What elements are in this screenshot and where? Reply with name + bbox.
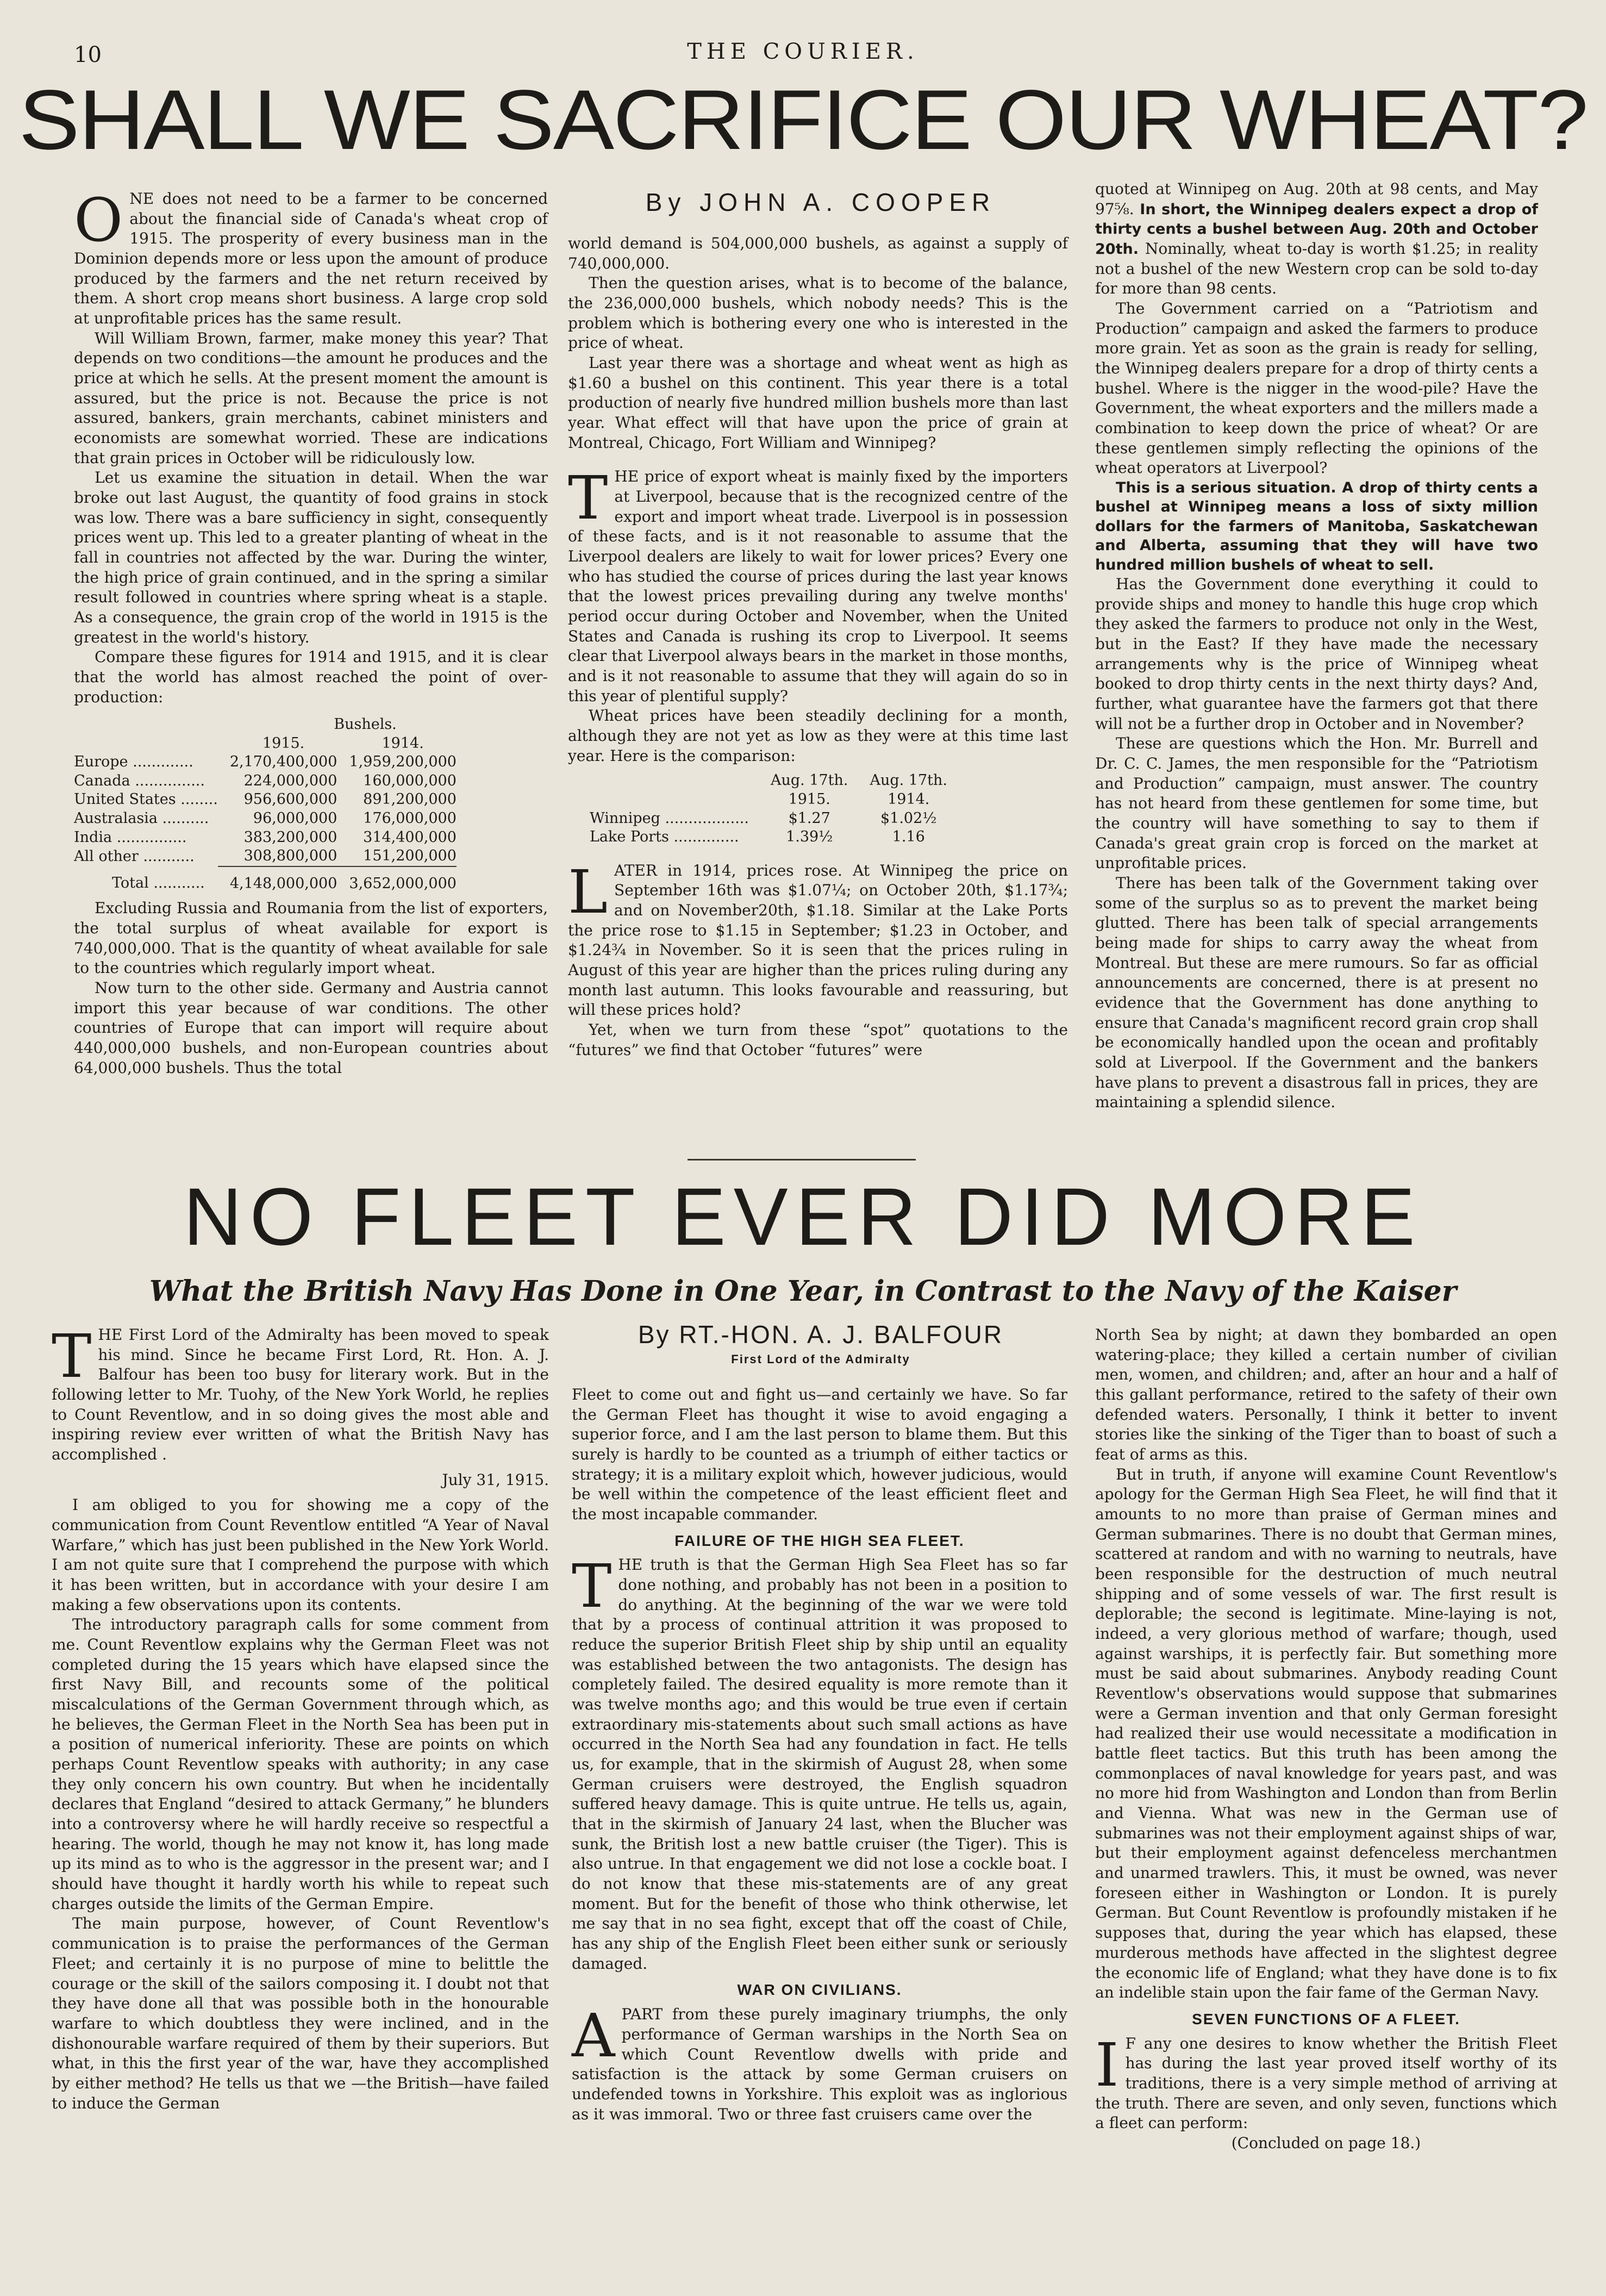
- table-row: [74, 790, 457, 809]
- table-row: [74, 753, 457, 772]
- article1-col3-para-1: quoted at Winnipeg on Aug. 20th at 98 cents, and May 97⅝. In short, the Winnipeg dealers expect a drop of thirty cents a bushel between Aug. 20th and October 20th. Nominally, wheat to-day is worth $1.25; in reality not a bushel of the new Western crop can be sold to-day for more than 98 cents.: [1095, 180, 1538, 298]
- article1-col3-para-4: Has the Government done everything it could to provide ships and money to handle this huge crop which they asked the farmers to produce not only in the West, but in the East? If they have made the necessary arrangements why is the price of Winnipeg wheat booked to drop thirty cents in the next thirty days? And, further, what guarantee have the farmers got that there will not be a further drop in October and in November?: [1095, 575, 1538, 733]
- byline-balfour: By RT.-HON. A. J. BALFOUR: [638, 1320, 1004, 1349]
- value-1914: 1,959,200,000: [349, 753, 457, 771]
- price-1914: 1.16: [892, 828, 925, 846]
- price-1914: $1.02½: [880, 809, 937, 827]
- article2-column-2: [572, 1385, 1067, 2124]
- price-header-1914: Aug. 17th. 1914.: [870, 772, 947, 808]
- price-header-1915: Aug. 17th. 1915.: [770, 772, 848, 808]
- article2-column-1: [52, 1321, 549, 2113]
- country-cell: All other: [74, 847, 139, 865]
- dropcap: A: [572, 2001, 615, 2071]
- country-cell: Canada: [74, 772, 130, 789]
- table-row: [74, 828, 457, 847]
- article2-col1-para-1: THE First Lord of the Admiralty has been moved to speak his mind. Since he became First Lord, Rt. Hon. A. J. Balfour has been too busy for literary work. But in the following letter to Mr. Tuohy, of the New York World, he replies to Count Reventlow, and in so doing gives the most able and inspiring review ever written of what the British Navy has accomplished .: [52, 1321, 549, 1464]
- article1-col2-para-1: world demand is 504,000,000 bushels, as against a supply of 740,000,000.: [568, 234, 1068, 272]
- article1-col3-para-2: The Government carried on a “Patriotism and Production” campaign and asked the farmers to produce more grain. Yet as soon as the grain is ready for selling, the Winnipeg dealers prepare for a drop of thirty cents a bushel. Where is the nigger in the wood-pile? Have the Government, the wheat exporters and the millers made a combination to keep down the price of wheat? Or are these gentlemen simply reflecting the opinions of the wheat operators at Liverpool?: [1095, 300, 1538, 477]
- leader-dots: ..............: [668, 828, 739, 846]
- dropcap: T: [572, 1551, 612, 1621]
- article1-col2-para-7: Yet, when we turn from these “spot” quotations to the “futures” we find that October “futures” were: [568, 1021, 1068, 1059]
- article1-col2-para-6: LATER in 1914, prices rose. At Winnipeg the price on September 16th was $1.07¼; on October 20th, $1.17¾; and on November20th, $1.18. Similar at the Lake Ports the price rose to $1.15 in September; $1.23 in October, and $1.24¾ in November. So it is seen that the prices ruling in August of this year are higher than the prices ruling during any month last autumn. This looks favourable and reassuring, but will these prices hold?: [568, 857, 1068, 1019]
- article1-col1-para-1: ONE does not need to be a farmer to be concerned about the financial side of Canada's wheat crop of 1915. The prosperity of every business man in the Dominion depends more or less upon the amount of produce produced by the farmers and the net return received by them. A short crop means short business. A large crop sold at unprofitable prices has the same result.: [74, 185, 548, 328]
- value-1915: 383,200,000: [243, 828, 338, 846]
- letter-date: July 31, 1915.: [442, 1470, 549, 1489]
- article2-col2-para-2: THE truth is that the German High Sea Fleet has so far done nothing, and probably has not been in a position to do anything. At the beginning of the war we were told that by a process of continual attrition it was proposed to reduce the superior British Fleet ship by ship until an equality was established between the two antagonists. The design has completely failed. The desired equality is more remote than it was twelve months ago; and this would be true even if certain extraordinary mis-statements about such small actions as have occurred in the North Sea had any foundation in fact. He tells us, for example, that in the skirmish of August 28, when some German cruisers were destroyed, the English squadron suffered heavy damage. This is quite untrue. He tells us, again, that in the skirmish of January 24 last, when the Blucher was sunk, the British lost a new battle cruiser (the Tiger). This is also untrue. In that engagement we did not lose a cockle boat. I do not know that these mis-statements are of any great moment. But for the benefit of those who think otherwise, let me say that in no sea fight, except that off the coast of Chile, has any ship of the English Fleet been either sunk or seriously damaged.: [572, 1551, 1067, 1973]
- leader-dots: .............: [128, 753, 193, 771]
- byline-cooper: By JOHN A. COOPER: [645, 188, 996, 216]
- subhead-seven-functions: SEVEN FUNCTIONS OF A FLEET.: [1192, 2010, 1460, 2027]
- article1-col1-para-2: Will William Brown, farmer, make money this year? That depends on two conditions—the amount he produces and the price at which he sells. At the present moment the amount is assured, but the price is not. Because the price is not assured, bankers, grain merchants, cabinet ministers and economists are somewhat worried. These are indications that grain prices in October will be ridiculously low.: [74, 329, 548, 467]
- article2-col3-para-3: I F any one desires to know whether the British Fleet has during the last year proved itself worthy of its traditions, there is a very simple method of arriving at the truth. There are seven, and only seven, functions which a fleet can perform:: [1095, 2030, 1557, 2132]
- table-total-row: [74, 866, 457, 894]
- article1-column-2: [568, 234, 1068, 1060]
- value-1914: 151,200,000: [363, 847, 457, 865]
- continuation-note: (Concluded on page 18.): [1231, 2133, 1421, 2152]
- article1-col2-para-3: Last year there was a shortage and wheat went as high as $1.60 a bushel on this continent. This year there is a total production of nearly five hundred million bushels more than last year. What effect will that have upon the price of grain at Montreal, Chicago, Fort William and Winnipeg?: [568, 354, 1068, 452]
- page-number: 10: [74, 42, 102, 67]
- leader-dots: ..........: [157, 810, 209, 827]
- subhead-failure: FAILURE OF THE HIGH SEA FLEET.: [674, 1532, 965, 1549]
- country-cell: Australasia: [74, 810, 158, 827]
- dropcap: O: [74, 185, 123, 255]
- leader-dots: ..................: [660, 809, 749, 827]
- article1-col3-para-5: These are questions which the Hon. Mr. Burrell and Dr. C. C. James, the men responsible for the “Patriotism and Production” campaign, must answer. The country has not heard from these gentlemen for some time, but the country will have something to say to them if Canada's great grain crop is forced on the market at unprofitable prices.: [1095, 734, 1538, 872]
- price-comparison-table: [590, 771, 947, 846]
- table-header-row: [590, 771, 947, 809]
- article2-col1-para-4: The main purpose, however, of Count Reventlow's communication is to praise the performances of the German Fleet; and certainly it is no purpose of mine to belittle the courage or the skill of the sailors composing it. I doubt not that they have done all that was possible both in the honourable warfare to which doubtless they were inclined, and in the dishonourable warfare required of them by their superiors. But what, in this the first year of the war, have they accomplished by either method? He tells us that we —the British—have failed to induce the German: [52, 1914, 549, 2112]
- article1-col2-para-2: Then the question arises, what is to become of the balance, the 236,000,000 bushels, which nobody needs? This is the problem which is bothering every one who is interested in the price of wheat.: [568, 274, 1068, 352]
- article1-col3-para-3: This is a serious situation. A drop of thirty cents a bushel at Winnipeg means a loss of sixty million dollars for the farmers of Manitoba, Saskatchewan and Alberta, assuming that they will have two hundred million bushels of wheat to sell.: [1095, 479, 1538, 573]
- article1-col2-para-4: THE price of export wheat is mainly fixed by the importers at Liverpool, because that is the recognized centre of the export and import wheat trade. Liverpool is in possession of these facts, and is it not reasonable to assume that the Liverpool dealers are likely to wait for lower prices? Every one who has studied the course of prices during the last year knows that the lowest prices prevailing during any twelve months' period occur during October and November, when the United States and Canada is rushing its crop to Liverpool. It seems clear that Liverpool always bears in the market in those months, and is it not reasonable to assume that they will again do so in this year of plentiful supply?: [568, 463, 1068, 705]
- article1-column-1: [74, 185, 548, 1078]
- value-1915: 96,000,000: [253, 810, 338, 827]
- leader-dots: ...............: [112, 828, 187, 846]
- price-1915: 1.39½: [786, 828, 833, 846]
- table-row: [74, 772, 457, 791]
- value-1915: 308,800,000: [243, 847, 338, 865]
- article1-col1-para-5: Excluding Russia and Roumania from the list of exporters, the total surplus of wheat available for export is 740,000,000. That is the quantity of wheat available for sale to the countries which regularly import wheat.: [74, 899, 548, 977]
- running-head: THE COURIER.: [687, 39, 919, 64]
- article2-col3-para-1: North Sea by night; at dawn they bombarded an open watering-place; they killed a certain number of civilian men, women, and children; and, after an hour and a half of this gallant performance, retired to the safety of their own defended waters. Personally, I think it better to invent stories like the sinking of the Tiger than to boast of such a feat of arms as this.: [1095, 1326, 1557, 1464]
- value-1915: 224,000,000: [243, 772, 338, 789]
- total-1914: 3,652,000,000: [337, 866, 457, 894]
- dropcap: L: [568, 857, 608, 927]
- table-row: [590, 828, 947, 847]
- article2-col3-para-2: But in truth, if anyone will examine Count Reventlow's apology for the German High Sea Fleet, he will find that it amounts to no more than praise of German mines and German submarines. There is no doubt that German mines, scattered at random and with no warning to neutrals, have been responsible for the destruction of much neutral shipping and of some vessels of war. The first result is deplorable; the second is legitimate. Mine-laying is not, indeed, a very glorious method of warfare; though, used against warships, it is perfectly fair. But something more must be said about submarines. Anybody reading Count Reventlow's observations would suppose that submarines were a German invention and that only German foresight had realized their use would necessitate a modification in battle fleet tactics. But this truth has been among the commonplaces of naval knowledge for years past, and was no more hid from Washington and London than from Berlin and Vienna. What was new in the German use of submarines was not their employment against ships of war, but their employment against defenceless merchantmen and unarmed trawlers. This, it must be owned, was never foreseen either in Washington or London. It is purely German. But Count Reventlow is profoundly mistaken if he supposes that, during the year which has elapsed, these murderous methods have affected in the slightest degree the economic life of England; what they have done is to fix an indelible stain upon the fair fame of the German Navy.: [1095, 1465, 1557, 2002]
- section-divider: [688, 1159, 916, 1161]
- article2-col2-para-3: APART from these purely imaginary triumphs, the only performance of German warships in the North Sea on which Count Reventlow dwells with pride and satisfaction is the attack by some German cruisers on undefended towns in Yorkshire. This exploit was as inglorious as it was immoral. Two or three fast cruisers came over the: [572, 2001, 1067, 2123]
- wheat-figures-table: [74, 734, 457, 893]
- dropcap: I: [1095, 2030, 1119, 2100]
- article2-column-3: [1095, 1325, 1557, 2154]
- subhead-civilians: WAR ON CIVILIANS.: [737, 1981, 902, 1999]
- country-cell: India: [74, 828, 113, 846]
- article1-col1-para-4: Compare these figures for 1914 and 1915, and it is clear that the world has almost reached the point of over-production:: [74, 648, 548, 706]
- article1-col2-para-5: Wheat prices have been steadily declining for a month, although they are not yet as low as they were at this time last year. Here is the comparison:: [568, 707, 1068, 765]
- price-1915: $1.27: [788, 809, 830, 827]
- value-1914: 314,400,000: [363, 828, 457, 846]
- table-row: [74, 809, 457, 828]
- article2-col1-para-2: I am obliged to you for showing me a copy of the communication from Count Reventlow entitled “A Year of Naval Warfare,” which has just been published in the New York World. I am not quite sure that I comprehend the purpose with which it has been written, but in accordance with your desire I am making a few observations upon its contents.: [52, 1496, 549, 1614]
- wheat-table: [74, 715, 548, 893]
- subheadline-fleet: What the British Navy Has Done in One Year, in Contrast to the Navy of the Kaiser: [149, 1275, 1457, 1308]
- headline-wheat: SHALL WE SACRIFICE OUR WHEAT?: [18, 73, 1588, 167]
- table-row: [590, 809, 947, 828]
- leader-dots: ........: [176, 791, 218, 808]
- leader-dots: ...............: [130, 772, 205, 789]
- article2-col1-para-3: The introductory paragraph calls for some comment from me. Count Reventlow explains why the German Fleet was not completed during the 15 years which have elapsed since the first Navy Bill, and recounts some of the political miscalculations of the German Government through which, as he believes, the German Fleet in the North Sea has been put in a position of numerical inferiority. These are points on which perhaps Count Reventlow speaks with authority; in any case they only concern his own country. But when he incidentally declares that England “desired to attack Germany,” he blunders into a controversy where he will hardly receive so respectful a hearing. The world, though he may not know it, has long made up its mind as to who is the aggressor in the present war; and I should have thought it hardly worth his while to repeat such charges outside the limits of the German Empire.: [52, 1615, 549, 1913]
- article1-col1-para-6: Now turn to the other side. Germany and Austria cannot import this year because of war conditions. The other countries of Europe that can import will require about 440,000,000 bushels, and non-European countries about 64,000,000 bushels. Thus the total: [74, 978, 548, 1077]
- dropcap: T: [568, 463, 608, 533]
- article1-col1-para-3: Let us examine the situation in detail. When the war broke out last August, the quantity of food grains in stock was low. There was a bare sufficiency in sight, consequently prices went up. This led to a greater planting of wheat in the fall in countries not affected by the war. During the winter, the high price of grain continued, and in the spring a similar result followed in countries where spring wheat is a staple. As a consequence, the grain crop of the world in 1915 is the greatest in the world's history.: [74, 469, 548, 646]
- value-1915: 956,600,000: [243, 791, 338, 808]
- country-cell: United States: [74, 791, 176, 808]
- place-cell: Lake Ports: [590, 828, 669, 846]
- value-1915: 2,170,400,000: [229, 753, 338, 771]
- value-1914: 176,000,000: [363, 810, 457, 827]
- leader-dots: ...........: [138, 847, 195, 865]
- total-label: Total: [112, 875, 149, 892]
- country-cell: Europe: [74, 753, 128, 771]
- value-1914: 891,200,000: [363, 791, 457, 808]
- article2-col2-para-1: Fleet to come out and fight us—and certainly we have. So far the German Fleet has thought it wise to avoid engaging a superior force, and I am the last person to blame them. But this surely is hardly to be counted as a triumph of either tactics or strategy; it is a military exploit which, however judicious, would be well within the competence of the least efficient fleet and the most incapable commander.: [572, 1386, 1067, 1524]
- article1-col3-para-6: There has been talk of the Government taking over some of the surplus so as to prevent the market being glutted. There has been talk of special arrangements being made for ships to carry away the wheat from Montreal. But these are mere rumours. So far as official announcements are concerned, there is at present no evidence that the Government has done anything to ensure that Canada's magnificent record grain crop shall be economically handled upon the ocean and profitably sold at Liverpool. If the Government and the bankers have plans to prevent a disastrous fall in prices, they are maintaining a splendid silence.: [1095, 874, 1538, 1112]
- article1-column-3: [1095, 179, 1538, 1113]
- header-1914: 1914.: [382, 734, 424, 752]
- byline-title: First Lord of the Admiralty: [731, 1352, 910, 1366]
- dropcap: T: [52, 1321, 92, 1391]
- total-1915: 4,148,000,000: [218, 866, 338, 894]
- table-caption: Bushels.: [334, 716, 397, 733]
- table-header-row: [74, 734, 457, 753]
- header-1915: 1915.: [262, 734, 305, 752]
- value-1914: 160,000,000: [363, 772, 457, 789]
- leader-dots: ...........: [148, 875, 205, 892]
- headline-fleet: NO FLEET EVER DID MORE: [183, 1171, 1423, 1262]
- table-row: [74, 847, 457, 866]
- place-cell: Winnipeg: [590, 809, 660, 827]
